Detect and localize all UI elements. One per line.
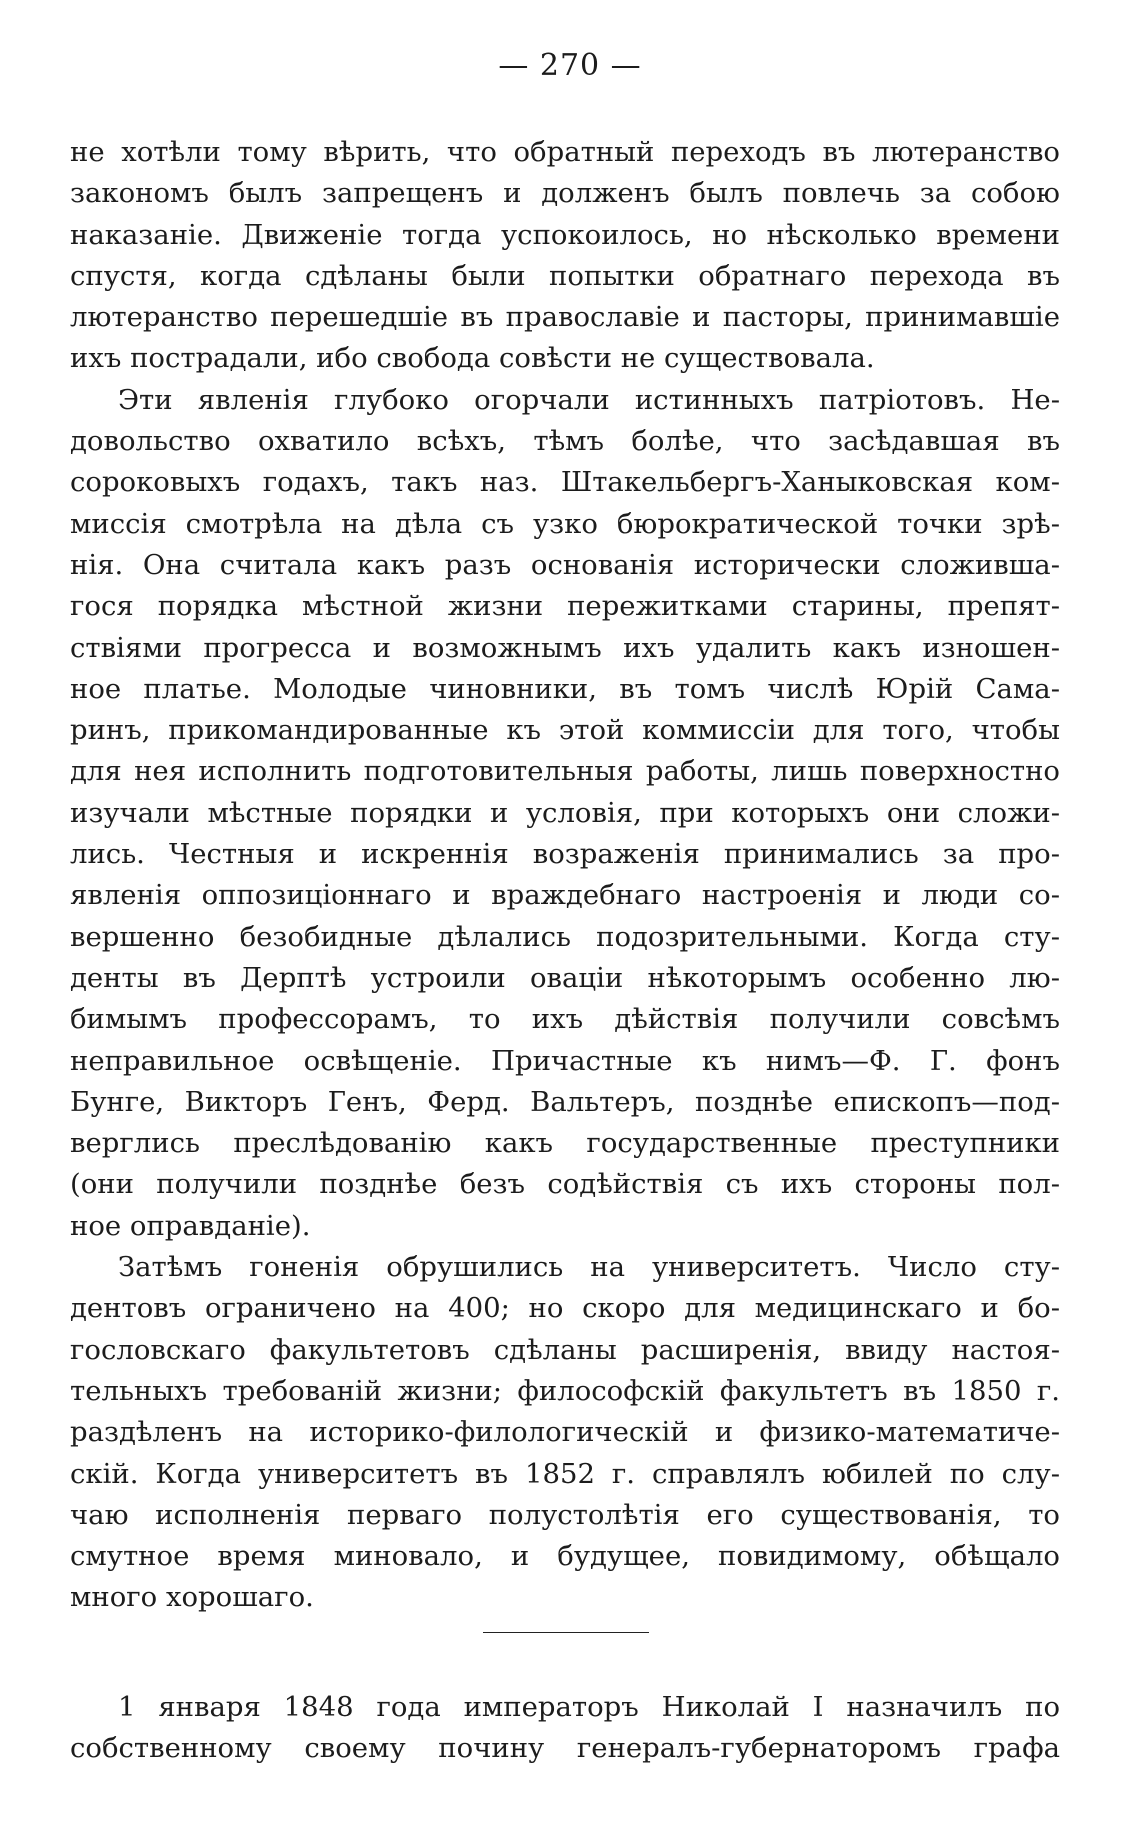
text-line: явленія оппозиціоннаго и враждебнаго настроенія и люди со- [70,879,1060,912]
text-line: ринъ, прикомандированные къ этой коммиссіи для того, чтобы [70,714,1060,747]
text-line: спустя, когда сдѣланы были попытки обратнаго перехода въ [70,259,1060,292]
text-line: вершенно безобидные дѣлались подозрительными. Когда сту- [70,920,1060,953]
text-line: смутное время миновало, и будущее, повидимому, обѣщало [70,1540,1060,1573]
text-line: лись. Честныя и искреннія возраженія принимались за про- [70,838,1060,871]
text-line: наказаніе. Движеніе тогда успокоилось, но нѣсколько времени [70,218,1060,251]
next-section-text [70,1687,1060,1770]
text-line: нія. Она считала какъ разъ основанія исторически сложивша- [70,548,1060,581]
text-line: дентовъ ограничено на 400; но скоро для медицинскаго и бо- [70,1292,1060,1325]
text-line: верглись преслѣдованію какъ государственные преступники [70,1127,1060,1160]
text-line: 1 января 1848 года императоръ Николай I назначилъ по [118,1691,1060,1723]
text-line: не хотѣли тому вѣрить, что обратный переходъ въ лютеранство [70,136,1060,168]
paragraph-4 [70,1687,1060,1770]
text-line: собственному своему почину генералъ-губернаторомъ графа [70,1732,1060,1765]
text-line: миссія смотрѣла на дѣла съ узко бюрократической точки зрѣ- [70,507,1060,540]
text-line: ихъ пострадали, ибо свобода совѣсти не существовала. [70,342,875,375]
paragraph-1 [70,132,1060,380]
section-divider [483,1632,649,1633]
text-line: тельныхъ требованій жизни; философскій факультетъ въ 1850 г. [70,1374,1060,1407]
text-line: много хорошаго. [70,1581,314,1614]
page-number: — 270 — [498,48,642,83]
text-line: изучали мѣстные порядки и условія, при которыхъ они сложи- [70,796,1060,829]
text-line: Бунге, Викторъ Генъ, Ферд. Вальтеръ, позднѣе епископъ—под- [70,1085,1060,1118]
text-line: закономъ былъ запрещенъ и долженъ былъ повлечь за собою [70,177,1060,210]
text-line: неправильное освѣщеніе. Причастные къ нимъ—Ф. Г. фонъ [70,1044,1060,1077]
text-line: для нея исполнить подготовительныя работы, лишь поверхностно [70,755,1060,788]
text-line: Затѣмъ гоненія обрушились на университетъ. Число сту- [118,1251,1060,1284]
text-line: бимымъ профессорамъ, то ихъ дѣйствія получили совсѣмъ [70,1003,1060,1036]
paragraph-2 [70,380,1060,1247]
text-line: скій. Когда университетъ въ 1852 г. справлялъ юбилей по слу- [70,1457,1060,1490]
text-line: чаю исполненія перваго полустолѣтія его существованія, то [70,1498,1060,1531]
text-line: ное оправданіе). [70,1209,311,1242]
text-line: Эти явленія глубоко огорчали истинныхъ патріотовъ. Не- [118,383,1060,416]
text-line: денты въ Дерптѣ устроили оваціи нѣкоторымъ особенно лю- [70,961,1060,994]
text-line: сороковыхъ годахъ, такъ наз. Штакельбергъ-Ханыковская ком- [70,466,1060,499]
text-line: довольство охватило всѣхъ, тѣмъ болѣе, что засѣдавшая въ [70,425,1060,458]
text-line: ное платье. Молодые чиновники, въ томъ числѣ Юрій Сама- [70,672,1060,705]
main-text [70,132,1060,1619]
paragraph-3 [70,1247,1060,1619]
text-line: лютеранство перешедшіе въ православіе и пасторы, принимавшіе [70,301,1060,334]
text-line: гословскаго факультетовъ сдѣланы расширенія, ввиду настоя- [70,1333,1060,1366]
text-line: гося порядка мѣстной жизни пережитками старины, препят- [70,590,1060,623]
text-line: (они получили позднѣе безъ содѣйствія съ ихъ стороны пол- [70,1168,1060,1201]
text-line: раздѣленъ на историко-филологическій и физико-математиче- [70,1416,1060,1449]
text-line: ствіями прогресса и возможнымъ ихъ удалить какъ изношен- [70,631,1060,664]
